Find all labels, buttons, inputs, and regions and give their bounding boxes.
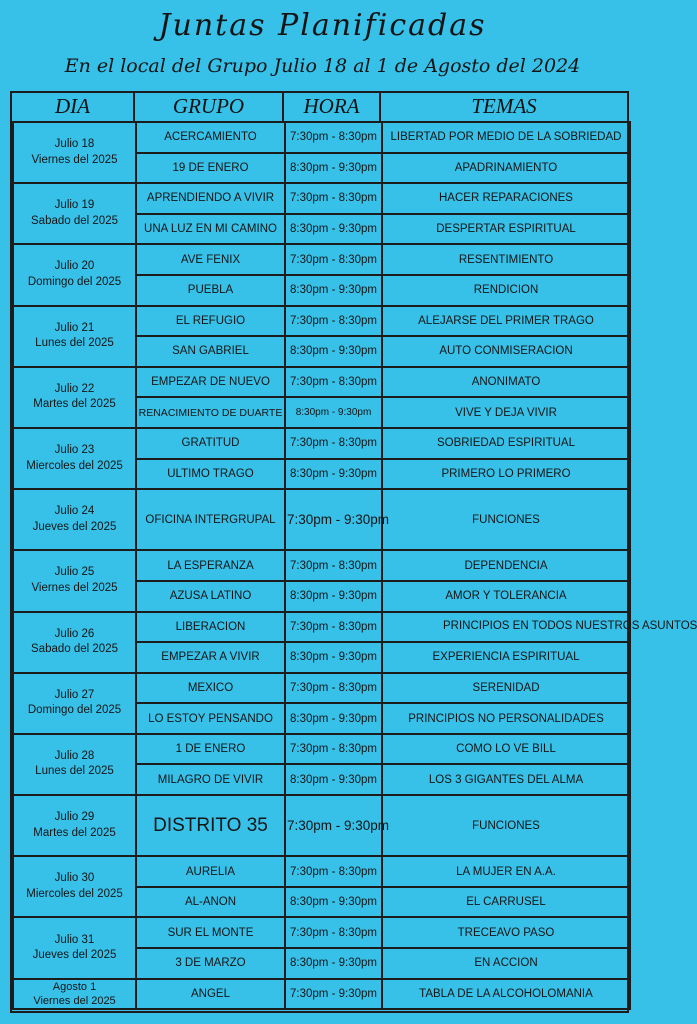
day-date: Julio 30: [54, 872, 95, 885]
hora-cell: 8:30pm - 9:30pm: [285, 214, 382, 245]
day-date: Julio 18: [54, 138, 95, 151]
grupo-cell: AURELIA: [136, 856, 285, 887]
hora-cell: 7:30pm - 9:30pm: [285, 795, 382, 856]
day-date: Julio 22: [54, 382, 95, 395]
day-cell: [13, 856, 136, 917]
grupo-cell: 19 DE ENERO: [136, 153, 285, 184]
tema-cell: APADRINAMIENTO: [382, 153, 630, 184]
day-weekday: Sabado del 2025: [31, 214, 118, 227]
table-row: [13, 917, 630, 948]
day-weekday: Lunes del 2025: [35, 337, 114, 350]
hora-cell: 8:30pm - 9:30pm: [285, 948, 382, 979]
hora-cell: 8:30pm - 9:30pm: [285, 336, 382, 367]
day-date: Julio 27: [54, 688, 95, 701]
grupo-cell: LA ESPERANZA: [136, 550, 285, 581]
hora-cell: 8:30pm - 9:30pm: [285, 887, 382, 918]
tema-cell: LA MUJER EN A.A.: [382, 856, 630, 887]
day-weekday: Miercoles del 2025: [26, 459, 123, 472]
tema-cell: EL CARRUSEL: [382, 887, 630, 918]
day-cell: [13, 183, 136, 244]
hora-cell: 7:30pm - 9:30pm: [285, 979, 382, 1010]
day-weekday: Viernes del 2025: [31, 153, 118, 166]
tema-cell: PRIMERO LO PRIMERO: [382, 459, 630, 490]
tema-cell: DEPENDENCIA: [382, 550, 630, 581]
table-row: [13, 306, 630, 337]
hora-cell: 7:30pm - 8:30pm: [285, 612, 382, 643]
hora-cell: 7:30pm - 8:30pm: [285, 856, 382, 887]
day-cell: [13, 795, 136, 856]
grupo-cell: AL-ANON: [136, 887, 285, 918]
tema-cell: PRINCIPIOS EN TODOS NUESTROS ASUNTOS: [382, 612, 630, 643]
table-row: [13, 612, 630, 643]
grupo-cell: OFICINA INTERGRUPAL: [136, 489, 285, 550]
day-weekday: Jueves del 2025: [32, 520, 117, 533]
tema-cell: AUTO CONMISERACION: [382, 336, 630, 367]
day-date: Julio 25: [54, 566, 95, 579]
day-weekday: Lunes del 2025: [35, 765, 114, 778]
tema-cell: FUNCIONES: [382, 795, 630, 856]
day-cell: [13, 612, 136, 673]
hora-cell: 8:30pm - 9:30pm: [285, 642, 382, 673]
grupo-cell: RENACIMIENTO DE DUARTE: [136, 397, 285, 428]
table-row: [13, 979, 630, 1010]
day-date: Julio 21: [54, 321, 95, 334]
table-row: [13, 489, 630, 520]
grupo-cell: UNA LUZ EN MI CAMINO: [136, 214, 285, 245]
day-date: Agosto 1: [52, 980, 97, 993]
table-row: [13, 367, 630, 398]
hora-cell: 8:30pm - 9:30pm: [285, 581, 382, 612]
schedule-table: [12, 121, 697, 1010]
tema-cell: TRECEAVO PASO: [382, 917, 630, 948]
grupo-cell: 3 DE MARZO: [136, 948, 285, 979]
grupo-cell: ACERCAMIENTO: [136, 122, 285, 153]
day-weekday: Martes del 2025: [33, 826, 116, 839]
day-weekday: Sabado del 2025: [31, 643, 118, 656]
hora-cell: 7:30pm - 8:30pm: [285, 306, 382, 337]
tema-cell: LIBERTAD POR MEDIO DE LA SOBRIEDAD: [382, 122, 630, 153]
table-row: [13, 244, 630, 275]
hora-cell: 8:30pm - 9:30pm: [285, 275, 382, 306]
day-date: Julio 26: [54, 627, 95, 640]
day-date: Julio 29: [54, 811, 95, 824]
day-cell: [13, 550, 136, 611]
tema-cell: VIVE Y DEJA VIVIR: [382, 397, 630, 428]
grupo-cell: ANGEL: [136, 979, 285, 1010]
tema-cell: EN ACCION: [382, 948, 630, 979]
day-date: Julio 28: [54, 749, 95, 762]
day-cell: [13, 734, 136, 795]
day-weekday: Miercoles del 2025: [26, 887, 123, 900]
tema-cell: EXPERIENCIA ESPIRITUAL: [382, 642, 630, 673]
grupo-cell: 1 DE ENERO: [136, 734, 285, 765]
hora-cell: 8:30pm - 9:30pm: [285, 397, 382, 428]
day-cell: [13, 673, 136, 734]
day-date: Julio 23: [54, 444, 95, 457]
day-weekday: Jueves del 2025: [32, 949, 117, 962]
tema-cell: PRINCIPIOS NO PERSONALIDADES: [382, 703, 630, 734]
tema-cell: LOS 3 GIGANTES DEL ALMA: [382, 764, 630, 795]
page-title: Juntas Planificadas: [158, 8, 487, 43]
day-weekday: Domingo del 2025: [27, 704, 122, 717]
hora-cell: 7:30pm - 8:30pm: [285, 428, 382, 459]
tema-cell: COMO LO VE BILL: [382, 734, 630, 765]
table-row: [13, 183, 630, 214]
hora-cell: 8:30pm - 9:30pm: [285, 764, 382, 795]
hora-cell: 8:30pm - 9:30pm: [285, 459, 382, 490]
day-cell: [13, 122, 136, 183]
grupo-cell: SUR EL MONTE: [136, 917, 285, 948]
table-row: [13, 734, 630, 765]
grupo-cell: GRATITUD: [136, 428, 285, 459]
day-cell: [13, 306, 136, 367]
grupo-cell: ULTIMO TRAGO: [136, 459, 285, 490]
grupo-cell: PUEBLA: [136, 275, 285, 306]
day-weekday: Viernes del 2025: [33, 994, 116, 1007]
table-row: [13, 673, 630, 704]
day-weekday: Viernes del 2025: [31, 581, 118, 594]
tema-cell: ALEJARSE DEL PRIMER TRAGO: [382, 306, 630, 337]
day-cell: [13, 979, 136, 1010]
grupo-cell: AVE FENIX: [136, 244, 285, 275]
day-cell: [13, 489, 136, 550]
page-subtitle: En el local del Grupo Julio 18 al 1 de Agosto del 2024: [64, 55, 581, 77]
day-date: Julio 31: [54, 933, 95, 946]
hora-cell: 8:30pm - 9:30pm: [285, 153, 382, 184]
day-date: Julio 19: [54, 199, 95, 212]
hora-cell: 7:30pm - 8:30pm: [285, 183, 382, 214]
grupo-cell: EMPEZAR A VIVIR: [136, 642, 285, 673]
day-date: Julio 24: [54, 505, 95, 518]
table-row: [13, 550, 630, 581]
grupo-cell: EL REFUGIO: [136, 306, 285, 337]
day-weekday: Domingo del 2025: [27, 275, 122, 288]
hora-cell: 7:30pm - 8:30pm: [285, 244, 382, 275]
hora-cell: 7:30pm - 8:30pm: [285, 917, 382, 948]
hora-cell: 7:30pm - 8:30pm: [285, 367, 382, 398]
tema-cell: HACER REPARACIONES: [382, 183, 630, 214]
day-date: Julio 20: [54, 260, 95, 273]
tema-cell: RENDICION: [382, 275, 630, 306]
tema-cell: AMOR Y TOLERANCIA: [382, 581, 630, 612]
table-row: [13, 428, 630, 459]
grupo-cell: LO ESTOY PENSANDO: [136, 703, 285, 734]
header-dia: DIA: [55, 94, 90, 118]
grupo-cell: EMPEZAR DE NUEVO: [136, 367, 285, 398]
tema-cell: DESPERTAR ESPIRITUAL: [382, 214, 630, 245]
grupo-cell: APRENDIENDO A VIVIR: [136, 183, 285, 214]
day-cell: [13, 428, 136, 489]
tema-cell: FUNCIONES: [382, 489, 630, 550]
hora-cell: 8:30pm - 9:30pm: [285, 703, 382, 734]
day-weekday: Martes del 2025: [33, 398, 116, 411]
grupo-cell: MILAGRO DE VIVIR: [136, 764, 285, 795]
hora-cell: 7:30pm - 8:30pm: [285, 673, 382, 704]
header-hora: HORA: [303, 94, 360, 118]
hora-cell: 7:30pm - 8:30pm: [285, 550, 382, 581]
table-row: [13, 856, 630, 887]
table-row: [13, 795, 630, 826]
hora-cell: 7:30pm - 8:30pm: [285, 122, 382, 153]
grupo-cell: SAN GABRIEL: [136, 336, 285, 367]
grupo-cell: DISTRITO 35: [136, 795, 285, 856]
table-row: [13, 122, 630, 153]
grupo-cell: MEXICO: [136, 673, 285, 704]
tema-cell: ANONIMATO: [382, 367, 630, 398]
tema-cell: TABLA DE LA ALCOHOLOMANIA: [382, 979, 630, 1010]
hora-cell: 7:30pm - 9:30pm: [285, 489, 382, 550]
grupo-cell: AZUSA LATINO: [136, 581, 285, 612]
tema-cell: RESENTIMIENTO: [382, 244, 630, 275]
day-cell: [13, 244, 136, 305]
grupo-cell: LIBERACION: [136, 612, 285, 643]
tema-cell: SERENIDAD: [382, 673, 630, 704]
header-grupo: GRUPO: [172, 94, 245, 118]
hora-cell: 7:30pm - 8:30pm: [285, 734, 382, 765]
tema-cell: SOBRIEDAD ESPIRITUAL: [382, 428, 630, 459]
day-cell: [13, 367, 136, 428]
header-temas: TEMAS: [471, 94, 537, 118]
day-cell: [13, 917, 136, 978]
